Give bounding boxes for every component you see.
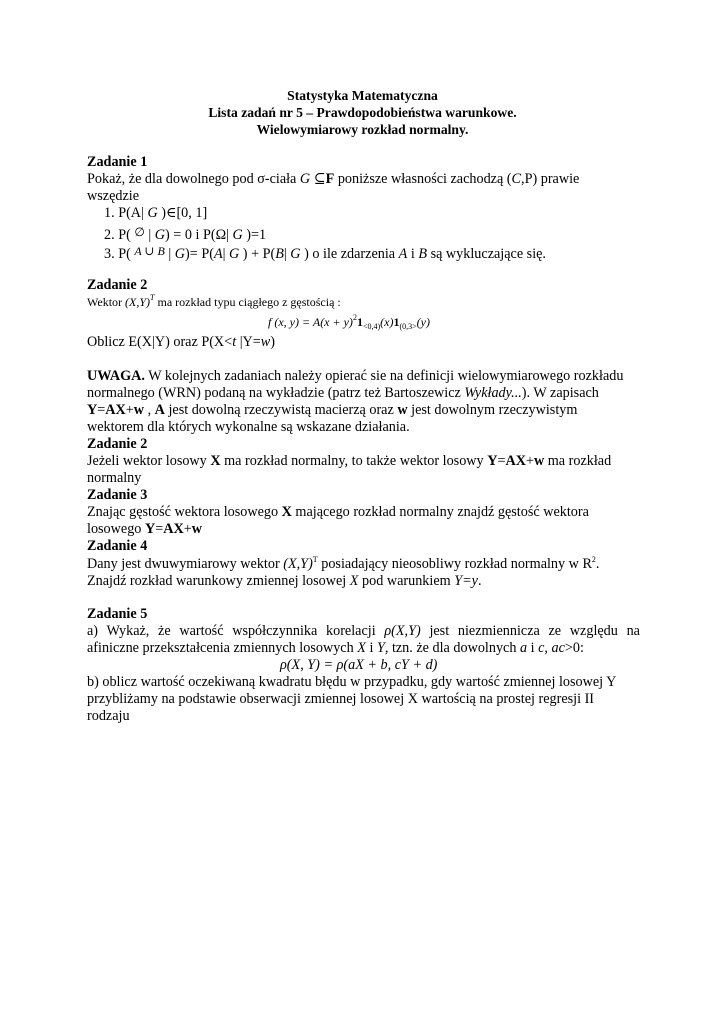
note-line-1: UWAGA. W kolejnych zadaniach należy opierać sie na definicji wielowymiarowego rozkładu <box>87 368 624 384</box>
task2-density-formula: f (x, $y) = A(x + y)^21_{<0,4)}(x)1_{(0,3>}(y)$ <box>268 313 430 331</box>
task5-correlation-formula: ρ(X, Y) = ρ(aX + b, cY + d) <box>280 657 438 673</box>
task4-question: Znajdź rozkład warunkowy zmiennej losowej X pod warunkiem Y=y. <box>87 573 482 589</box>
task5-part-a-line-2: afiniczne przekształcenia zmiennych losowych X i Y, tzn. że dla dowolnych a i c, ac>0: <box>87 640 584 656</box>
note-line-4: wektorem dla których wykonalne są wskazane działania. <box>87 419 410 435</box>
task5-part-a-line-1: a) Wykaż, że wartość współczynnika korelacji ρ(X,Y) jest niezmiennicza ze względu na <box>87 623 640 639</box>
task2-title: Zadanie 2 <box>87 277 148 293</box>
task1-title: Zadanie 1 <box>87 154 148 170</box>
task5-part-b-line-2: przybliżamy na podstawie obserwacji zmiennej losowej X wartością na prostej regresji II <box>87 691 595 707</box>
task1-item-2: 2. P( ∅ | G) = 0 i P(Ω| G )=1 <box>104 225 267 243</box>
task5-part-b-line-1: b) oblicz wartość oczekiwaną kwadratu błędu w przypadku, gdy wartość zmiennej losowej Y <box>87 674 617 690</box>
task2-statement: Wektor $(X,Y)^T$ ma rozkład typu ciągłego z gęstością : <box>87 293 341 309</box>
note-line-2: normalnego (WRN) podaną na wykładzie (patrz też Bartoszewicz Wykłady...). W zapisach <box>87 385 599 401</box>
task2b-statement: Jeżeli wektor losowy X ma rozkład normalny, to także wektor losowy Y=AX+w ma rozkład <box>87 453 612 469</box>
task5-title: Zadanie 5 <box>87 606 148 622</box>
task2b-statement-cont: normalny <box>87 470 142 486</box>
task1-item-1: 1. P(A| G )∈[0, 1] <box>104 205 208 221</box>
task2-question: Oblicz E(X|Y) oraz P(X<t |Y=w) <box>87 334 275 350</box>
task1-intro-cont: wszędzie <box>87 188 139 204</box>
task5-part-b-line-3: rodzaju <box>87 708 130 724</box>
task4-statement: Dany jest dwuwymiarowy wektor $(X,Y)^T$ posiadający nieosobliwy rozkład normalny w $R^2$. <box>87 555 600 572</box>
task4-title: Zadanie 4 <box>87 538 148 554</box>
task3-statement: Znając gęstość wektora losowego X mającego rozkład normalny znajdź gęstość wektora <box>87 504 589 520</box>
list-subtitle: Wielowymiarowy rozkład normalny. <box>256 122 469 137</box>
document-title: Statystyka Matematyczna <box>287 88 438 103</box>
list-title: Lista zadań nr 5 – Prawdopodobieństwa warunkowe. <box>208 105 517 120</box>
note-line-3: Y=AX+w , A jest dowolną rzeczywistą macierzą oraz w jest dowolnym rzeczywistym <box>87 402 578 418</box>
task3-title: Zadanie 3 <box>87 487 148 503</box>
task1-item-3: 3. P( $^{A \cup B}$ | G)= P(A| G ) + P(B| G ) o ile zdarzenia A i B są wykluczające się. <box>104 244 546 262</box>
task2b-title: Zadanie 2 <box>87 436 148 452</box>
task1-intro: Pokaż, że dla dowolnego pod σ-ciała G ⊆F poniższe własności zachodzą (C,P) prawie <box>87 171 580 187</box>
task3-statement-cont: losowego Y=AX+w <box>87 521 202 537</box>
